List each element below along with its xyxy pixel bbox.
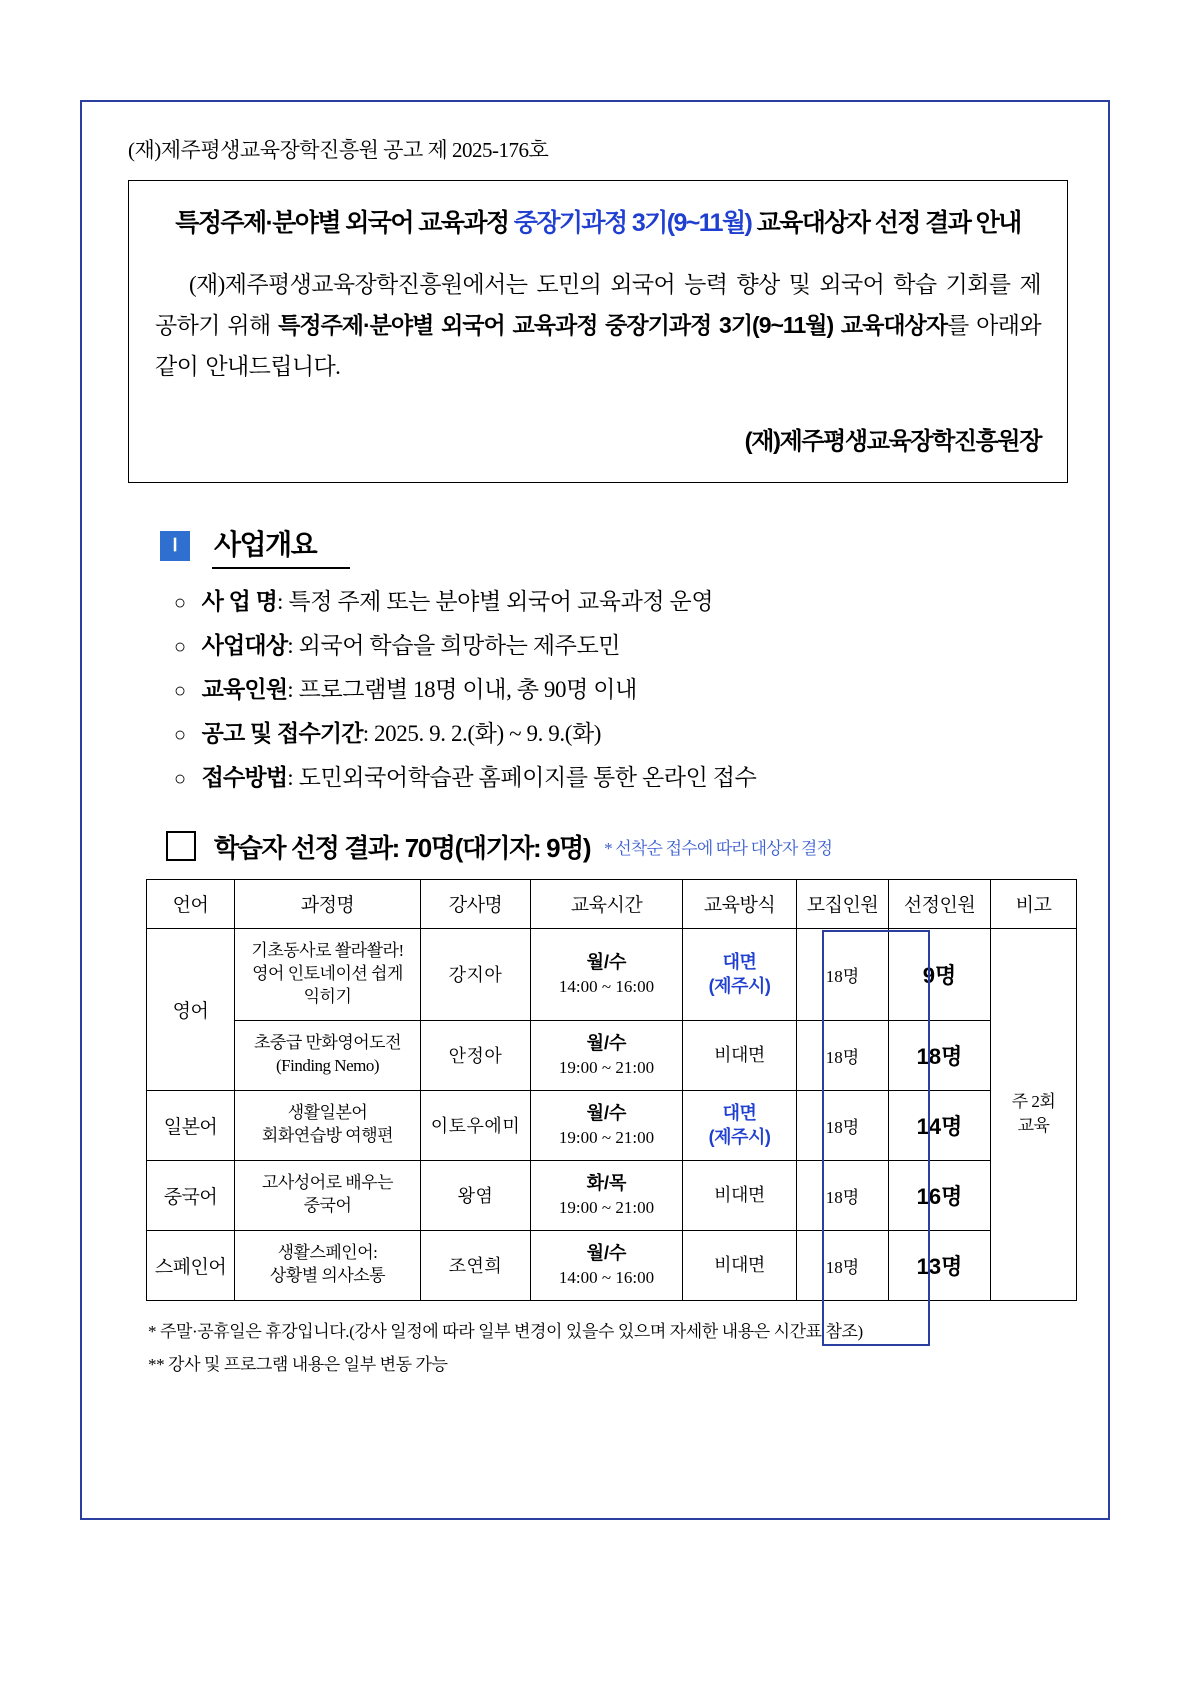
document-page [80,100,1110,1520]
column-header-language: 언어 [147,879,235,928]
notice-body [155,265,1041,387]
time-hours: 19:00 ~ 21:00 [558,1127,655,1147]
course-line-1: 고사성어로 배우는 [261,1173,394,1193]
table-row [147,1020,1077,1090]
course-line-1: 생활일본어 [287,1103,368,1123]
cell-course [235,928,421,1020]
cell-teacher: 왕염 [421,1160,531,1230]
time-hours: 19:00 ~ 21:00 [558,1197,655,1217]
course-line-2: 영어 인토네이션 쉽게 [252,963,403,983]
notice-body-text-2: 를 아래와 같이 안내드립니다. [155,313,1042,379]
section-number-badge: Ⅰ [160,531,190,561]
cell-capacity: 18명 [797,1160,889,1230]
bullet-label: 공고 및 접수기간 [201,719,363,746]
cell-language: 영어 [147,928,235,1090]
overview-bullet-list [174,583,1076,792]
cell-teacher: 강지아 [421,928,531,1020]
checkbox-icon [166,831,196,861]
footnote: * 주말·공휴일은 휴강입니다.(강사 일정에 따라 일부 변경이 있을수 있으며 자세한 내용은 시간표 참조) [148,1321,863,1341]
time-hours: 14:00 ~ 16:00 [558,1267,655,1287]
time-days: 월/수 [586,1032,627,1053]
bullet-label: 사업대상 [201,631,288,658]
list-item [174,671,1076,704]
notice-body-bold: 특정주제·분야별 외국어 교육과정 중장기과정 3기(9~11월) 교육대상자 [278,312,947,339]
notice-title-part2: 교육대상자 선정 결과 안내 [751,209,1021,237]
mode-line-1: 비대면 [714,1185,765,1206]
cell-time [531,1090,683,1160]
time-hours: 14:00 ~ 16:00 [558,976,655,996]
cell-course [235,1230,421,1300]
time-days: 월/수 [586,951,627,972]
time-days: 월/수 [586,1102,627,1123]
mode-line-1: 대면 [722,1102,757,1123]
column-header-course: 과정명 [235,879,421,928]
bullet-label: 사 업 명 [201,587,278,614]
mode-line-1: 비대면 [714,1045,765,1066]
column-header-teacher: 강사명 [421,879,531,928]
cell-course [235,1160,421,1230]
time-days: 화/목 [586,1172,627,1193]
footnote-list [148,1317,1076,1375]
bullet-label: 교육인원 [201,675,288,702]
cell-mode [683,1020,797,1090]
column-header-selected: 선정인원 [889,879,991,928]
notice-body-text-1: (재)제주평생교육장학진흥원에서는 도민의 외국어 능력 향상 및 외국어 학습 기회를 제공하기 위해 [155,272,1041,339]
cell-teacher: 안정아 [421,1020,531,1090]
cell-selected: 18명 [889,1020,991,1090]
list-item [174,583,1076,616]
cell-language: 중국어 [147,1160,235,1230]
course-line-3: 익히기 [303,986,352,1006]
list-item [174,715,1076,748]
course-line-2: 회화연습방 여행편 [261,1126,394,1146]
bullet-text: : 프로그램별 18명 이내, 총 90명 이내 [287,676,637,702]
mode-line-1: 대면 [722,951,757,972]
cell-language: 일본어 [147,1090,235,1160]
cell-mode [683,1090,797,1160]
column-header-mode: 교육방식 [683,879,797,928]
cell-capacity: 18명 [797,1020,889,1090]
bullet-text: : 2025. 9. 2.(화) ~ 9. 9.(화) [362,720,602,746]
notice-box [128,180,1068,483]
course-line-2: 중국어 [303,1196,352,1216]
section-heading [160,523,1076,569]
cell-teacher: 조연희 [421,1230,531,1300]
bullet-mark-icon: ○ [174,767,186,790]
document-number: (재)제주평생교육장학진흥원 공고 제 2025-176호 [128,138,549,162]
bullet-mark-icon: ○ [174,635,186,658]
notice-title-highlight: 중장기과정 3기(9~11월) [513,209,752,237]
cell-capacity: 18명 [797,928,889,1020]
result-heading [166,828,1076,865]
time-days: 월/수 [586,1242,627,1263]
section-title: 사업개요 [212,523,350,569]
course-line-1: 초중급 만화영어도전 [253,1033,402,1053]
results-table [146,879,1077,1301]
cell-selected: 9명 [889,928,991,1020]
notice-signature: (재)제주평생교육장학진흥원장 [744,427,1041,455]
result-title: 학습자 선정 결과: 70명(대기자: 9명) [214,832,591,863]
course-line-2: (Finding Nemo) [275,1056,380,1076]
cell-capacity: 18명 [797,1090,889,1160]
bullet-mark-icon: ○ [174,723,186,746]
mode-line-2: (제주시) [708,1127,771,1148]
document-inner [82,102,1108,1411]
column-header-time: 교육시간 [531,879,683,928]
column-header-note: 비고 [991,879,1077,928]
cell-teacher: 이토우에미 [421,1090,531,1160]
bullet-label: 접수방법 [201,763,288,790]
list-item [174,627,1076,660]
bullet-text: : 외국어 학습을 희망하는 제주도민 [287,632,621,658]
mode-line-2: (제주시) [708,976,771,997]
table-row [147,1230,1077,1300]
notice-title [155,203,1041,239]
course-line-1: 생활스페인어: [277,1243,378,1263]
table-row [147,1160,1077,1230]
table-row [147,928,1077,1020]
cell-language: 스페인어 [147,1230,235,1300]
column-header-capacity: 모집인원 [797,879,889,928]
notice-title-part1: 특정주제·분야별 외국어 교육과정 [175,209,514,237]
cell-note: 주 2회 교육 [991,928,1077,1300]
cell-mode [683,928,797,1020]
cell-time [531,1020,683,1090]
table-row [147,1090,1077,1160]
cell-course [235,1020,421,1090]
cell-time [531,1230,683,1300]
course-line-2: 상황별 의사소통 [269,1266,386,1286]
bullet-text: : 특정 주제 또는 분야별 외국어 교육과정 운영 [277,588,714,614]
list-item [174,759,1076,792]
result-note: * 선착순 접수에 따라 대상자 결정 [604,838,833,858]
cell-time [531,928,683,1020]
cell-mode [683,1230,797,1300]
cell-selected: 14명 [889,1090,991,1160]
cell-time [531,1160,683,1230]
time-hours: 19:00 ~ 21:00 [558,1057,655,1077]
table-header-row [147,879,1077,928]
cell-mode [683,1160,797,1230]
cell-selected: 13명 [889,1230,991,1300]
course-line-1: 기초동사로 쏼라쏼라! [251,940,404,960]
bullet-mark-icon: ○ [174,679,186,702]
cell-course [235,1090,421,1160]
cell-capacity: 18명 [797,1230,889,1300]
footnote: ** 강사 및 프로그램 내용은 일부 변동 가능 [148,1354,448,1374]
bullet-mark-icon: ○ [174,591,186,614]
cell-selected: 16명 [889,1160,991,1230]
mode-line-1: 비대면 [714,1255,765,1276]
bullet-text: : 도민외국어학습관 홈페이지를 통한 온라인 접수 [287,764,757,790]
